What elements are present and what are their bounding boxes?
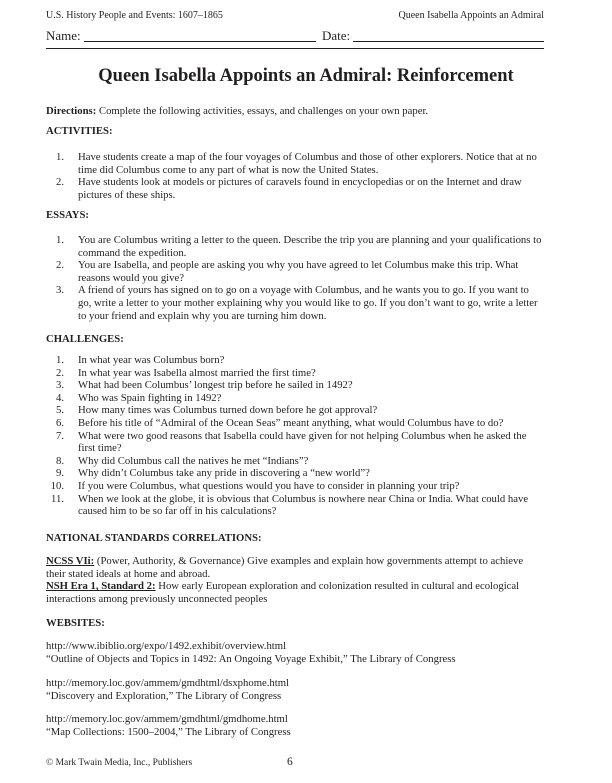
item-text: What were two good reasons that Isabella could have given for not helping Columbus when he asked the first time? [78,429,527,455]
item-number: 2. [55,366,64,379]
item-text: How many times was Columbus turned down before he got approval? [78,404,378,417]
item-number: 5. [55,404,64,417]
activities-list [46,151,544,201]
page-title: Queen Isabella Appoints an Admiral: Reinforcement [98,66,514,86]
name-line[interactable] [84,41,316,42]
list-item [46,480,544,493]
item-number: 3. [55,379,64,392]
website-url-link[interactable]: http://www.ibiblio.org/expo/1492.exhibit/overview.html [46,640,287,652]
list-item [46,430,544,455]
item-number: 11. [51,492,64,505]
standards-body [46,555,544,605]
item-number: 9. [55,467,64,480]
list-item [46,467,544,480]
essays-list [46,234,544,322]
website-description: “Outline of Objects and Topics in 1492: An Ongoing Voyage Exhibit,” The Library of Congress [46,652,456,665]
item-text: You are Columbus writing a letter to the queen. Describe the trip you are planning and your qualifications to command the expedition. [78,234,542,259]
challenges-list [46,354,544,518]
activities-heading: ACTIVITIES: [46,125,113,137]
date-label: Date: [322,28,351,43]
list-item [46,259,544,284]
item-number: 1. [55,234,64,246]
date-line[interactable] [353,41,544,42]
item-text: Have students create a map of the four voyages of Columbus and those of other explorers. Notice that at no time did Columbus come to any part of what is now the United States. [78,151,537,176]
list-item [46,392,544,405]
item-number: 7. [55,429,64,442]
item-number: 6. [55,416,64,429]
website-url-link[interactable]: http://memory.loc.gov/ammem/gmdhtml/gmdhome.html [46,713,288,725]
item-text: In what year was Isabella almost married the first time? [78,366,316,379]
running-header-left: U.S. History People and Events: 1607–1865 [46,10,223,21]
item-text: If you were Columbus, what questions would you have to consider in planning your trip? [78,479,460,492]
list-item [46,234,544,259]
directions-label: Directions: [46,105,97,117]
item-number: 8. [55,454,64,467]
challenges-heading: CHALLENGES: [46,333,124,345]
footer-publisher: © Mark Twain Media, Inc., Publishers [46,758,193,768]
item-text: Who was Spain fighting in 1492? [78,391,222,404]
item-number: 4. [55,391,64,404]
list-item [46,176,544,201]
header-rule [46,48,544,49]
item-number: 3. [55,284,64,297]
ncss-label: NCSS VIi: [46,555,95,567]
website-url-link[interactable]: http://memory.loc.gov/ammem/gmdhtml/dsxphome.html [46,677,290,689]
list-item [46,417,544,430]
item-text: Have students look at models or pictures of caravels found in encyclopedias or on the Internet and draw pictures of these ships. [78,176,522,201]
nsh-label: NSH Era 1, Standard 2: [46,580,156,593]
website-entry [46,677,544,702]
item-number: 2. [55,176,64,189]
list-item [46,379,544,392]
item-text: When we look at the globe, it is obvious that Columbus is nowhere near China or India. What could have caused him to be so far off in his calculations? [78,492,529,518]
running-header-right: Queen Isabella Appoints an Admiral [398,10,544,21]
websites-heading: WEBSITES: [46,617,105,629]
item-text: You are Isabella, and people are asking you why you have agreed to let Columbus make this trip. What reasons would you give? [78,259,519,284]
item-number: 1. [55,151,64,163]
website-description: “Map Collections: 1500–2004,” The Library of Congress [46,725,291,738]
item-text: Why didn’t Columbus take any pride in discovering a “new world”? [78,467,370,480]
item-text: What had been Columbus’ longest trip before he sailed in 1492? [78,379,353,392]
website-entry [46,640,544,665]
list-item [46,354,544,367]
item-text: Why did Columbus call the natives he met “Indians”? [78,454,309,467]
list-item [46,151,544,176]
item-text: In what year was Columbus born? [78,354,225,366]
item-number: 10. [50,479,64,492]
list-item [46,284,544,322]
list-item [46,493,544,518]
list-item [46,367,544,380]
standards-heading: NATIONAL STANDARDS CORRELATIONS: [46,532,262,544]
nsh-text: How early European exploration and colonization resulted in cultural and ecological interactions among previously unconnected peoples [46,580,520,605]
essays-heading: ESSAYS: [46,209,89,221]
item-number: 1. [55,354,64,366]
directions [46,105,544,118]
page-number: 6 [287,756,293,768]
item-text: Before his title of “Admiral of the Ocean Seas” meant anything, what would Columbus have to do? [78,416,504,429]
list-item [46,404,544,417]
website-entry [46,713,544,738]
list-item [46,455,544,468]
item-text: A friend of yours has signed on to go on a voyage with Columbus, and he wants you to go. If you want to go, write a letter to your mother explaining why you would like to go. If you don’t want to go, write a letter to your friend and explain why you are turning him down. [78,284,538,322]
directions-text: Complete the following activities, essays, and challenges on your own paper. [96,105,429,117]
ncss-text: (Power, Authority, & Governance) Give examples and explain how governments attempt to achieve their stated ideals at home and abroad. [46,555,524,580]
name-label: Name: [46,28,81,43]
website-description: “Discovery and Exploration,” The Library of Congress [46,689,282,702]
name-date-row [46,28,544,46]
item-number: 2. [55,259,64,272]
